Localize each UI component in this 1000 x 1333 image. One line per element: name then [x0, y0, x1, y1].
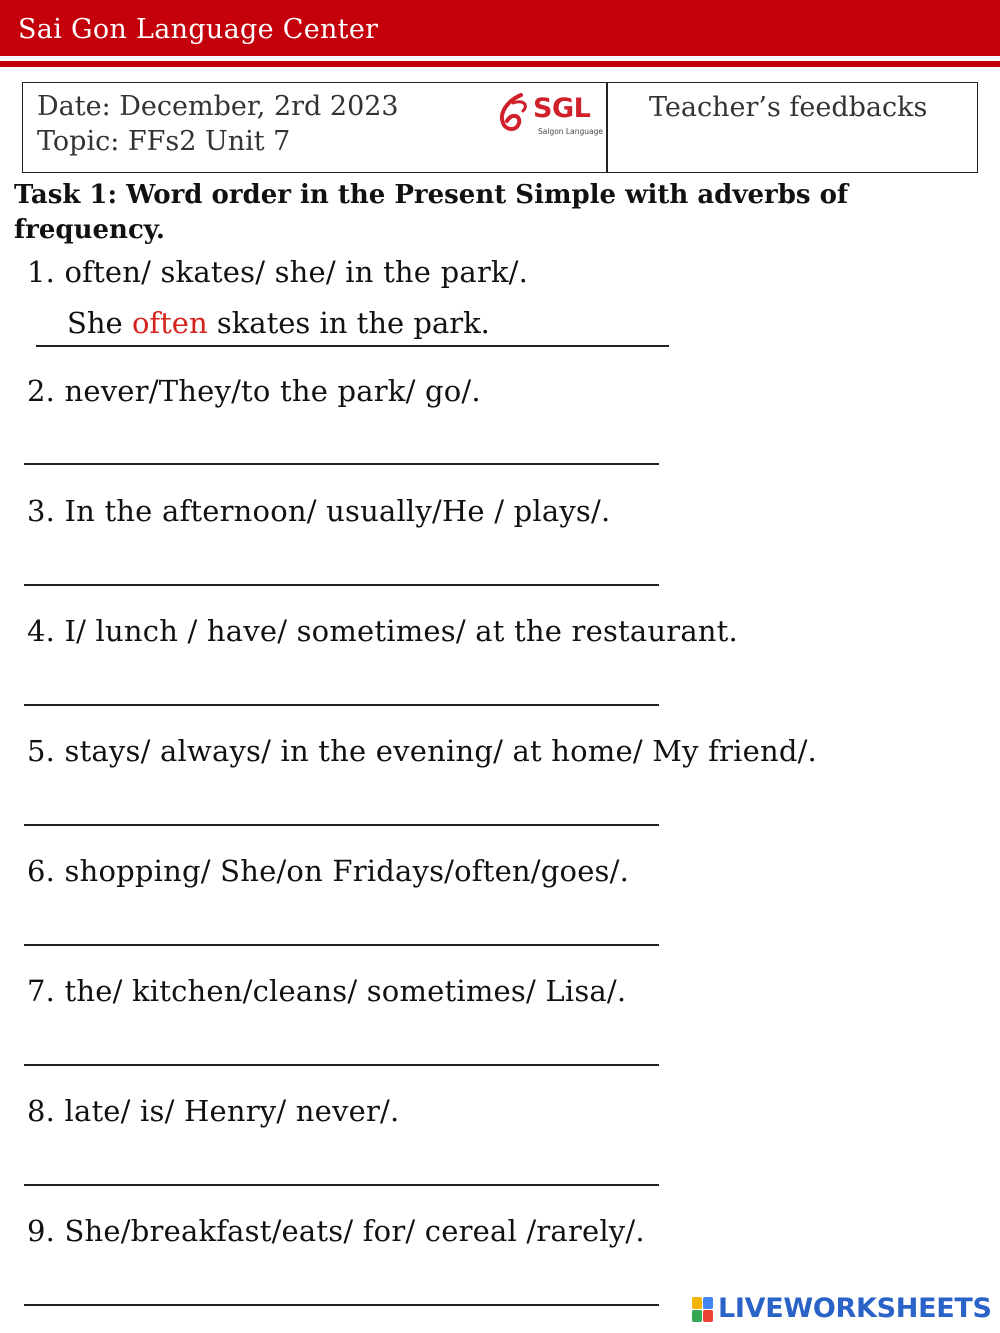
teacher-feedback-label: Teacher’s feedbacks: [649, 92, 928, 123]
question-8: 8. late/ is/ Henry/ never/.: [27, 1094, 400, 1128]
question-6: 6. shopping/ She/on Fridays/often/goes/.: [27, 854, 630, 888]
answer-line-4[interactable]: [24, 704, 659, 706]
liveworksheets-logo: [692, 1293, 992, 1327]
example-answer-before: She: [67, 306, 132, 340]
header-divider: [0, 61, 1000, 67]
answer-line-9[interactable]: [24, 1304, 659, 1306]
answer-line-2[interactable]: [24, 463, 659, 465]
question-1: 1. often/ skates/ she/ in the park/.: [27, 255, 529, 289]
answer-line-5[interactable]: [24, 824, 659, 826]
logo-text: SGL: [533, 93, 591, 124]
answer-line-3[interactable]: [24, 584, 659, 586]
date-text: Date: December, 2rd 2023: [37, 91, 399, 122]
info-column-divider: [606, 83, 608, 172]
answer-line-1[interactable]: [36, 345, 669, 347]
answer-line-8[interactable]: [24, 1184, 659, 1186]
question-9: 9. She/breakfast/eats/ for/ cereal /rarely/.: [27, 1214, 645, 1248]
task-title: Task 1: Word order in the Present Simple with adverbs of frequency.: [14, 180, 849, 245]
logo-subtext: Saigon Language: [538, 127, 603, 136]
topic-text: Topic: FFs2 Unit 7: [37, 126, 291, 157]
header-title: Sai Gon Language Center: [18, 14, 379, 45]
info-box: [22, 82, 978, 173]
example-answer-after: skates in the park.: [207, 306, 490, 340]
answer-line-7[interactable]: [24, 1064, 659, 1066]
example-answer-highlight: often: [131, 306, 208, 340]
answer-line-6[interactable]: [24, 944, 659, 946]
sgl-logo: [493, 91, 608, 141]
question-2: 2. never/They/to the park/ go/.: [27, 374, 481, 408]
question-3: 3. In the afternoon/ usually/He / plays/.: [27, 494, 611, 528]
question-7: 7. the/ kitchen/cleans/ sometimes/ Lisa/.: [27, 974, 627, 1008]
header-bar: [0, 0, 1000, 56]
liveworksheets-brand: LIVEWORKSHEETS: [718, 1293, 992, 1324]
sgl-swirl-icon: [493, 91, 533, 139]
question-5: 5. stays/ always/ in the evening/ at home/ My friend/.: [27, 734, 817, 768]
liveworksheets-icon: [692, 1297, 714, 1323]
example-answer: [67, 306, 490, 340]
question-4: 4. I/ lunch / have/ sometimes/ at the restaurant.: [27, 614, 738, 648]
